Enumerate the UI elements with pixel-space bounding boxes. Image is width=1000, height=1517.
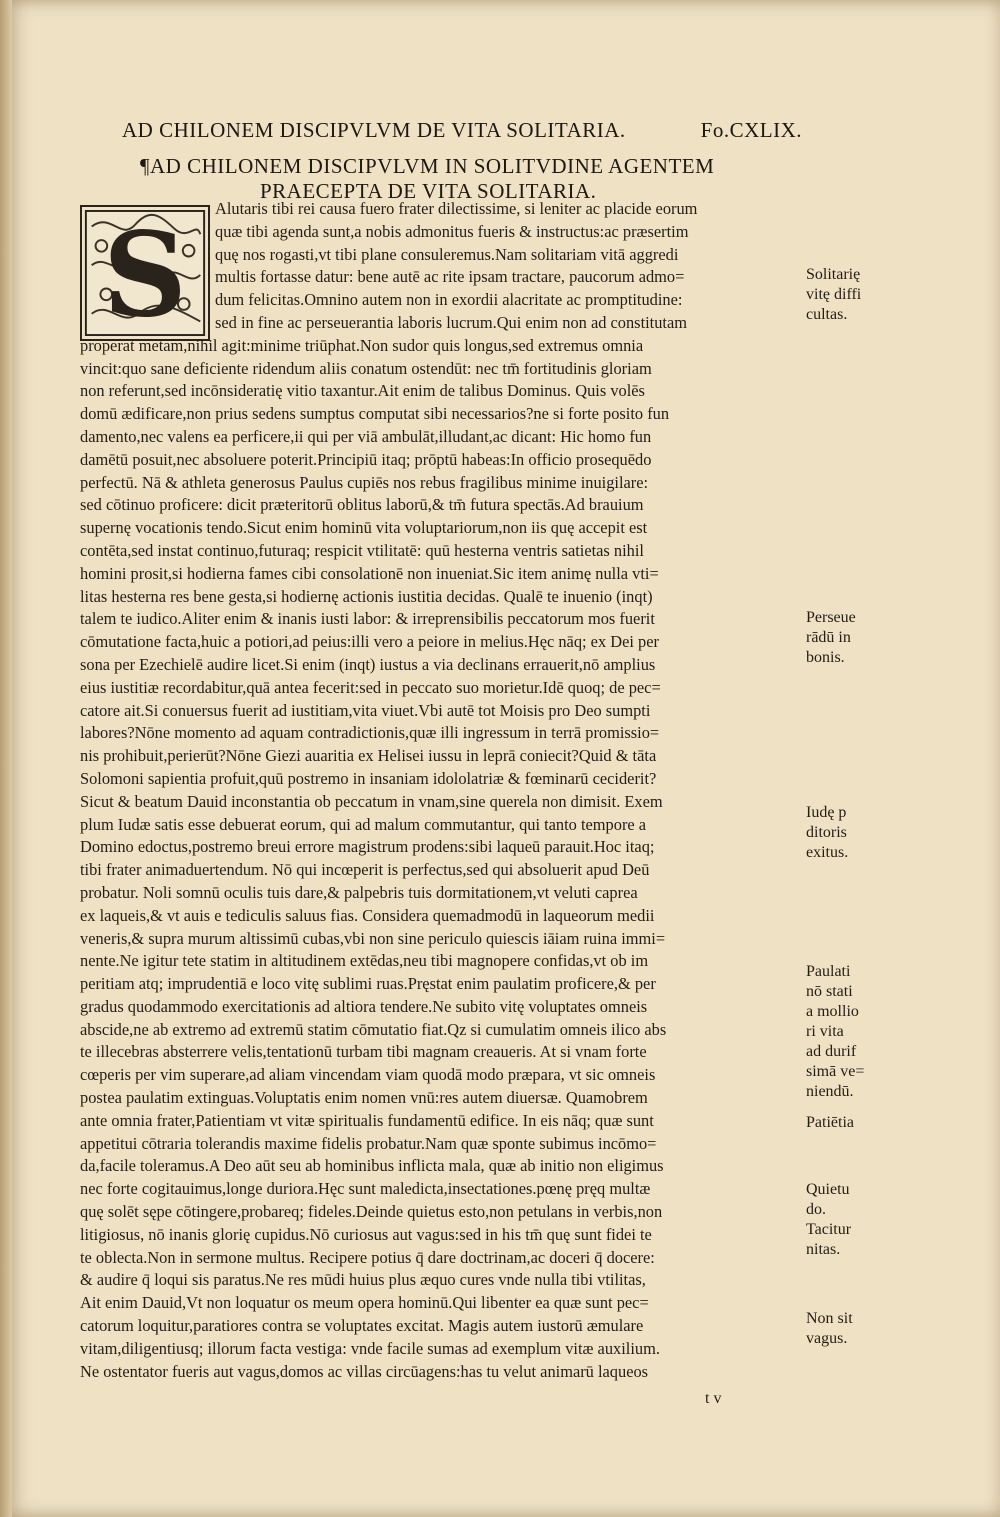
text-line: abscide,ne ab extremo ad extremū statim cōmutatio fiat.Qz si cumulatim omneis ilico abs <box>80 1019 667 1039</box>
text-line: nec forte cogitauimus,longe duriora.Hęc sunt maledicta,insectationes.pœnę pręq multӕ <box>80 1179 651 1199</box>
margin-note-line: ad durif <box>806 1043 857 1060</box>
text-line: talem te iudico.Aliter enim & inanis iusti labor: & irreprensibilis peccatorum mos fuerit <box>80 609 655 629</box>
text-line: dum felicitas.Omnino autem non in exordii alacritate ac promptitudine: <box>215 290 683 310</box>
text-line: ante omnia frater,Patientiam vt vitӕ spiritualis fundamentū edifice. In eis nāq; quӕ sunt <box>80 1110 654 1130</box>
margin-note-line: simā ve= <box>806 1063 865 1080</box>
text-line: Ait enim Dauid,Vt non loquatur os meum opera hominū.Qui libenter ea quӕ sunt pec= <box>80 1293 649 1313</box>
margin-note-perseverandum <box>806 608 886 668</box>
text-line: cœperis per vim superare,ad aliam vincendam viam quodā modo prӕpara, vt sic omneis <box>80 1065 656 1085</box>
text-line: da,facile toleramus.A Deo aūt seu ab hominibus inflicta mala, quӕ ab initio non eligimus <box>80 1156 664 1176</box>
margin-note-patientia <box>806 1113 886 1133</box>
margin-note-line: a mollio <box>806 1003 859 1020</box>
text-line: quę nos rogasti,vt tibi plane consuleremus.Nam solitariam vitā aggredi <box>215 244 679 264</box>
chapter-title-line-2: PRAECEPTA DE VITA SOLITARIA. <box>260 179 597 203</box>
text-line: catore ait.Si conuersus fuerit ad iustitiam,vita viuet.Vbi autē tot Moisis pro Deo sumpti <box>80 700 651 720</box>
margin-note-paulatim <box>806 962 886 1102</box>
text-line: quę solēt sępe cōtingere,probareq; fideles.Deinde quietus esto,non petulans in verbis,non <box>80 1202 663 1222</box>
text-line: perfectū. Nā & athleta generosus Paulus cupiēs nos rebus fragilibus minime inuigilare: <box>80 472 649 492</box>
main-text-block <box>80 198 800 1383</box>
margin-note-line: nō stati <box>806 983 853 1000</box>
chapter-title <box>140 154 840 204</box>
margin-note-line: ditoris <box>806 824 847 841</box>
text-line: non referunt,sed incōnsideratię vitio taxantur.Ait enim de talibus Dominus. Quis volēs <box>80 381 645 401</box>
signature-mark: t v <box>705 1390 722 1407</box>
text-line: catorum loquitur,paratiores contra se voluptates excitat. Magis autem iustorū ӕmulare <box>80 1316 644 1336</box>
margin-note-line: Perseue <box>806 609 856 626</box>
text-line: multis fortasse datur: bene autē ac rite ipsam tractare, paucorum admo= <box>215 267 685 287</box>
text-line: labores?Nōne momento ad aquam contradictionis,quӕ illi ingressum in terrā promissio= <box>80 723 660 743</box>
text-line: te oblecta.Non in sermone multus. Recipere potius q̄ dare doctrinam,ac doceri q̄ docere: <box>80 1247 655 1267</box>
text-line: eius iustitiӕ recordabitur,quā antea fecerit:sed in peccato suo morietur.Idē quoq; de pec= <box>80 677 661 697</box>
text-line: postea paulatim extinguas.Voluptatis enim nomen vnū:res autem diuersӕ. Quamobrem <box>80 1088 648 1108</box>
text-line: & audire q̄ loqui sis paratus.Ne res mūdi huius plus ӕquo cures vnde nulla tibi vtilitas, <box>80 1270 646 1290</box>
margin-note-line: vagus. <box>806 1330 848 1347</box>
folio-number: Fo.CXLIX. <box>700 118 802 142</box>
text-line: quæ tibi agenda sunt,a nobis admonitus fueris & instructus:ac præsertim <box>215 221 689 241</box>
margin-note-line: Quietu <box>806 1181 850 1198</box>
text-line: sona per Ezechielē audire licet.Si enim (inqt) iustus a via declinans errauerit,nō amplius <box>80 654 656 674</box>
text-line: cōmutatione facta,huic a potiori,ad peius:illi vero a peiore in melius.Hęc nāq; ex Dei per <box>80 632 659 652</box>
text-line: appetitui cōtraria tolerandis maxime fidelis probatur.Nam quӕ sponte subimus incōmo= <box>80 1133 657 1153</box>
margin-note-line: cultas. <box>806 306 848 323</box>
text-line: nis prohibuit,perierūt?Nōne Giezi auaritia ex Helisei iussu in leprā coniecit?Quid & tāta <box>80 746 657 766</box>
binding-gutter <box>0 0 12 1517</box>
text-line: contēta,sed instat continuo,futuraq; respicit vtilitatē: quū hesterna ventris satietas nihil <box>80 540 644 560</box>
text-line: gradus quodammodo exercitationis ad altiora tendere.Ne subito vitę voluptates omneis <box>80 996 648 1016</box>
running-title: AD CHILONEM DISCIPVLVM DE VITA SOLITARIA. <box>122 118 626 142</box>
text-line: litas hesterna res bene gesta,si hodiernę actionis iustitia decidas. Qualē te inuenio (inqt) <box>80 586 653 606</box>
text-line: sed cōtinuo proficere: dicit prӕteritorū oblitus laborū,& tm̄ futura spectās.Ad brauium <box>80 495 644 515</box>
margin-note-line: niendū. <box>806 1083 854 1100</box>
margin-note-line: Patiētia <box>806 1114 854 1131</box>
text-line: damento,nec valens ea perficere,ii qui per viā ambulāt,illudant,ac dicant: Hic homo fun <box>80 426 652 446</box>
text-line: tibi frater animaduertendum. Nō qui incœperit is perfectus,sed qui absoluerit apud Deū <box>80 860 650 880</box>
text-line: domū ædificare,non prius sedens sumptus computat sibi necessarios?ne si forte posito fun <box>80 404 670 424</box>
text-line: litigiosus, nō inanis glorię cupidus.Nō curiosus aut vagus:sed in his tm̄ quę sunt fidei te <box>80 1224 652 1244</box>
text-line: Domino edoctus,postremo breui errore magistrum prodens:sibi laqueū parauit.Hoc itaq; <box>80 837 655 857</box>
text-line: veneris,& supra murum altissimū cubas,vbi non sine periculo quiescis iāiam ruina immi= <box>80 928 666 948</box>
chapter-title-line-1: ¶AD CHILONEM DISCIPVLVM IN SOLITVDINE AGENTEM <box>140 154 715 178</box>
text-line: homini prosit,si hodierna fames cibi consolationē non inueniat.Sic item animę nulla vti= <box>80 563 659 583</box>
text-line: sed in fine ac perseuerantia laboris lucrum.Qui enim non ad constitutam <box>215 312 687 332</box>
svg-text:S: S <box>103 207 187 339</box>
text-line: Alutaris tibi rei causa fuero frater dilectissime, si leniter ac placide eorum <box>215 199 698 218</box>
margin-note-iudae <box>806 803 886 863</box>
margin-note-line: Iudę pᷓ <box>806 804 859 821</box>
margin-note-line: Paulati <box>806 963 851 980</box>
text-line: properat metam,nihil agit:minime triūphat.Non sudor quis longus,sed extremus omnia <box>80 335 644 355</box>
margin-note-line: rādū in <box>806 629 851 646</box>
margin-note-line: ri vita <box>806 1023 844 1040</box>
text-line: peritiam atq; imprudentiā e loco vitę sublimi ruas.Pręstat enim paulatim proficere,& per <box>80 974 656 994</box>
text-line: vitam,diligentiusq; illorum facta vestiga: vnde facile sumas ad exemplum vitӕ auxilium. <box>80 1338 660 1358</box>
running-head <box>122 118 802 143</box>
margin-note-line: bonis. <box>806 649 845 666</box>
text-line: plum Iudӕ satis esse debuerat eorum, qui ad malum commutantur, qui tanto tempore a <box>80 814 647 834</box>
margin-note-line: do. <box>806 1201 826 1218</box>
text-line: te illecebras absterrere velis,tentationū turbam tibi magnam creaueris. At si vnam forte <box>80 1042 647 1062</box>
text-line: supernę vocationis tendo.Sicut enim hominū vita voluptariorum,non iis quę accepit est <box>80 518 648 538</box>
text-line: damētū posuit,nec absoluere poterit.Principiū itaq; prōptū habeas:In officio prosequēdo <box>80 449 652 469</box>
text-line: Ne ostentator fueris aut vagus,domos ac villas circūagens:has tu velut animarū laqueos <box>80 1361 649 1381</box>
margin-note-non-sit-vagus <box>806 1309 886 1349</box>
text-line: probatur. Noli somnū oculis tuis dare,& palpebris tuis dormitationem,vt veluti caprea <box>80 882 638 902</box>
margin-note-line: Non sit <box>806 1310 853 1327</box>
margin-note-line: Solitarię <box>806 266 861 283</box>
text-line: Solomoni sapientia profuit,quū postremo in insaniam idololatriӕ & fœminarū ceciderit? <box>80 768 657 788</box>
margin-note-line: Tacitur <box>806 1221 852 1238</box>
text-line: Sicut & beatum Dauid inconstantia ob peccatum in vnam,sine querela non dimisit. Exem <box>80 791 663 811</box>
text-line: nente.Ne igitur tete statim in altitudinem extēdas,neu tibi magnopere confidas,vt ob im <box>80 951 649 971</box>
text-line: vincit:quo sane deficiente ridendum aliis conatum ostendūt: nec tm̄ fortitudinis gloriam <box>80 358 652 378</box>
margin-note-line: vitę diffi <box>806 286 862 303</box>
margin-note-solitariae <box>806 265 886 325</box>
text-line: ex laqueis,& vt auis e tediculis saluus fias. Considera quemadmodū in laqueorum medii <box>80 905 655 925</box>
margin-note-line: nitas. <box>806 1241 841 1258</box>
margin-note-line: exitus. <box>806 844 849 861</box>
margin-note-quietudo <box>806 1180 886 1260</box>
